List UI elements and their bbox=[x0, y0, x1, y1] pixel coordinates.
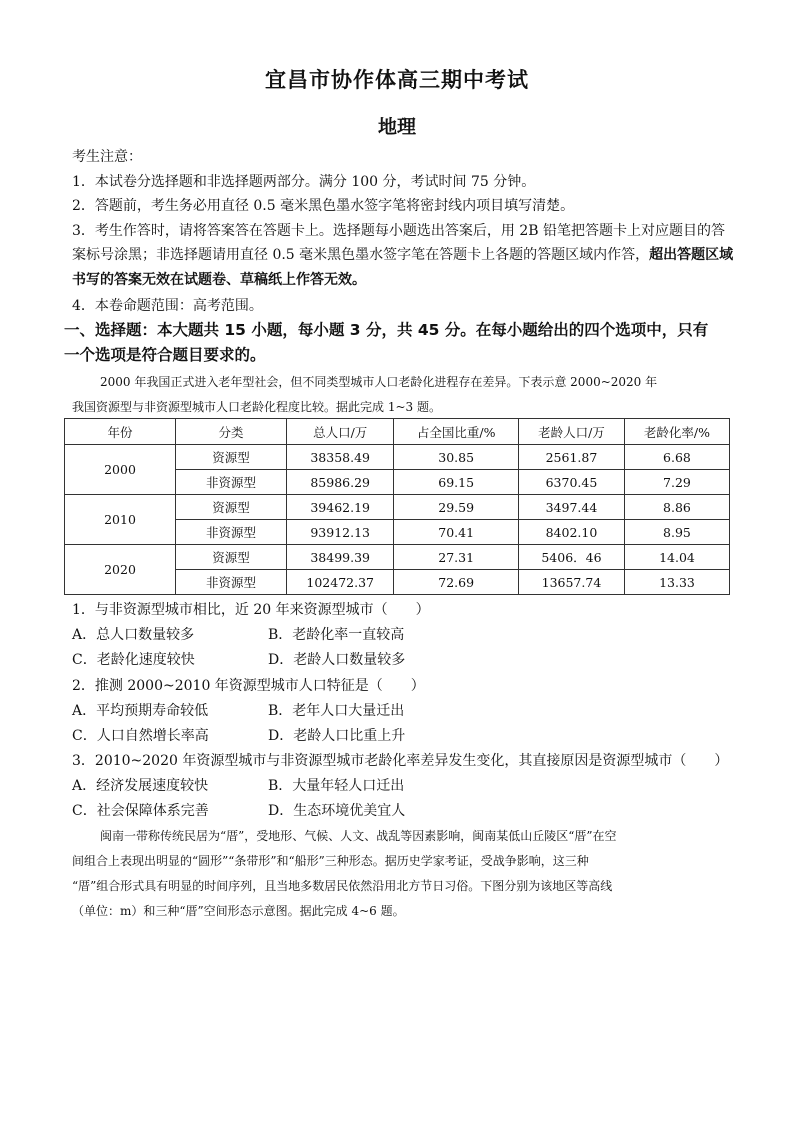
section-heading-line-2: 一个选项是符合题目要求的。 bbox=[64, 346, 266, 364]
elderly-cell: 2561.87 bbox=[518, 445, 624, 470]
header-total: 总人口/万 bbox=[287, 419, 394, 445]
header-type: 分类 bbox=[176, 419, 287, 445]
type-cell: 非资源型 bbox=[176, 570, 287, 595]
question-3-option-d[interactable]: D．生态环境优美宜人 bbox=[268, 803, 406, 819]
share-cell: 27.31 bbox=[394, 545, 519, 570]
type-cell: 非资源型 bbox=[176, 520, 287, 545]
question-1-option-c[interactable]: C．老龄化速度较快 bbox=[72, 652, 195, 668]
elderly-cell: 6370.45 bbox=[518, 470, 624, 495]
question-2-option-c[interactable]: C．人口自然增长率高 bbox=[72, 728, 209, 744]
subject-title: 地理 bbox=[377, 116, 416, 138]
question-2-option-b[interactable]: B．老年人口大量迁出 bbox=[268, 703, 405, 719]
year-cell: 2020 bbox=[65, 545, 176, 595]
header-rate: 老龄化率/% bbox=[624, 419, 729, 445]
passage-line-4: （单位：m）和三种“厝”空间形态示意图。据此完成 4~6 题。 bbox=[72, 904, 405, 918]
total-cell: 38358.49 bbox=[287, 445, 394, 470]
elderly-cell: 13657.74 bbox=[518, 570, 624, 595]
elderly-cell: 5406．46 bbox=[518, 545, 624, 570]
note-3-line-1: 3．考生作答时，请将答案答在答题卡上。选择题每小题选出答案后，用 2B 铅笔把答题卡上对应题目的答 bbox=[72, 223, 726, 239]
type-cell: 资源型 bbox=[176, 495, 287, 520]
question-3-option-c[interactable]: C．社会保障体系完善 bbox=[72, 803, 209, 819]
question-3-stem: 3．2010~2020 年资源型城市与非资源型城市老龄化率差异发生变化，其直接原因是资源型城市（ ） bbox=[72, 753, 729, 769]
note-3-line-3: 书写的答案无效在试题卷、草稿纸上作答无效。 bbox=[72, 272, 366, 288]
question-2-option-a[interactable]: A．平均预期寿命较低 bbox=[72, 703, 209, 719]
type-cell: 资源型 bbox=[176, 445, 287, 470]
question-1-option-b[interactable]: B．老龄化率一直较高 bbox=[268, 627, 405, 643]
section-heading-line-1: 一、选择题：本大题共 15 小题，每小题 3 分，共 45 分。在每小题给出的四个选项中，只有 bbox=[64, 321, 709, 339]
year-cell: 2000 bbox=[65, 445, 176, 495]
passage-line-3: “厝”组合形式具有明显的时间序列，且当地多数居民依然沿用北方节日习俗。下图分别为该地区等高线 bbox=[72, 879, 613, 893]
note-2: 2．答题前，考生务必用直径 0.5 毫米黑色墨水签字笔将密封线内项目填写清楚。 bbox=[72, 198, 575, 214]
question-3-option-b[interactable]: B．大量年轻人口迁出 bbox=[268, 778, 405, 794]
note-1: 1．本试卷分选择题和非选择题两部分。满分 100 分，考试时间 75 分钟。 bbox=[72, 174, 536, 190]
type-cell: 非资源型 bbox=[176, 470, 287, 495]
share-cell: 72.69 bbox=[394, 570, 519, 595]
intro-line-2: 我国资源型与非资源型城市人口老龄化程度比较。据此完成 1~3 题。 bbox=[72, 400, 441, 414]
table-row bbox=[65, 445, 730, 470]
total-cell: 102472.37 bbox=[287, 570, 394, 595]
question-2-option-d[interactable]: D．老龄人口比重上升 bbox=[268, 728, 406, 744]
rate-cell: 8.86 bbox=[624, 495, 729, 520]
total-cell: 93912.13 bbox=[287, 520, 394, 545]
exam-title: 宜昌市协作体高三期中考试 bbox=[265, 68, 529, 92]
question-1-option-d[interactable]: D．老龄人口数量较多 bbox=[268, 652, 406, 668]
share-cell: 69.15 bbox=[394, 470, 519, 495]
table-row bbox=[65, 545, 730, 570]
note-4: 4．本卷命题范围：高考范围。 bbox=[72, 298, 263, 314]
header-share: 占全国比重/% bbox=[394, 419, 519, 445]
passage-line-2: 间组合上表现出明显的“圆形”“条带形”和“船形”三种形态。据历史学家考证，受战争影响，这三种 bbox=[72, 854, 589, 868]
question-1-option-a[interactable]: A．总人口数量较多 bbox=[72, 627, 195, 643]
table-header-row bbox=[65, 419, 730, 445]
rate-cell: 6.68 bbox=[624, 445, 729, 470]
total-cell: 85986.29 bbox=[287, 470, 394, 495]
header-elderly: 老龄人口/万 bbox=[518, 419, 624, 445]
share-cell: 70.41 bbox=[394, 520, 519, 545]
passage-line-1: 闽南一带称传统民居为“厝”，受地形、气候、人文、战乱等因素影响，闽南某低山丘陵区“厝”在空 bbox=[100, 829, 617, 843]
notes-heading: 考生注意： bbox=[72, 149, 142, 165]
rate-cell: 13.33 bbox=[624, 570, 729, 595]
note-3-line-2 bbox=[72, 243, 732, 267]
note-3-plain: 案标号涂黑；非选择题请用直径 0.5 毫米黑色墨水签字笔在答题卡上各题的答题区域内作答， bbox=[72, 247, 650, 263]
elderly-cell: 8402.10 bbox=[518, 520, 624, 545]
table-row bbox=[65, 495, 730, 520]
question-1-stem: 1．与非资源型城市相比，近 20 年来资源型城市（ ） bbox=[72, 602, 430, 618]
rate-cell: 8.95 bbox=[624, 520, 729, 545]
question-3-option-a[interactable]: A．经济发展速度较快 bbox=[72, 778, 209, 794]
intro-line-1: 2000 年我国正式进入老年型社会，但不同类型城市人口老龄化进程存在差异。下表示意 2000~2020 年 bbox=[100, 375, 658, 389]
year-cell: 2010 bbox=[65, 495, 176, 545]
elderly-cell: 3497.44 bbox=[518, 495, 624, 520]
aging-data-table bbox=[64, 418, 730, 595]
share-cell: 29.59 bbox=[394, 495, 519, 520]
header-year: 年份 bbox=[65, 419, 176, 445]
question-2-stem: 2．推测 2000~2010 年资源型城市人口特征是（ ） bbox=[72, 678, 425, 694]
type-cell: 资源型 bbox=[176, 545, 287, 570]
note-3-bold: 超出答题区域 bbox=[649, 247, 734, 263]
rate-cell: 14.04 bbox=[624, 545, 729, 570]
rate-cell: 7.29 bbox=[624, 470, 729, 495]
total-cell: 39462.19 bbox=[287, 495, 394, 520]
share-cell: 30.85 bbox=[394, 445, 519, 470]
total-cell: 38499.39 bbox=[287, 545, 394, 570]
